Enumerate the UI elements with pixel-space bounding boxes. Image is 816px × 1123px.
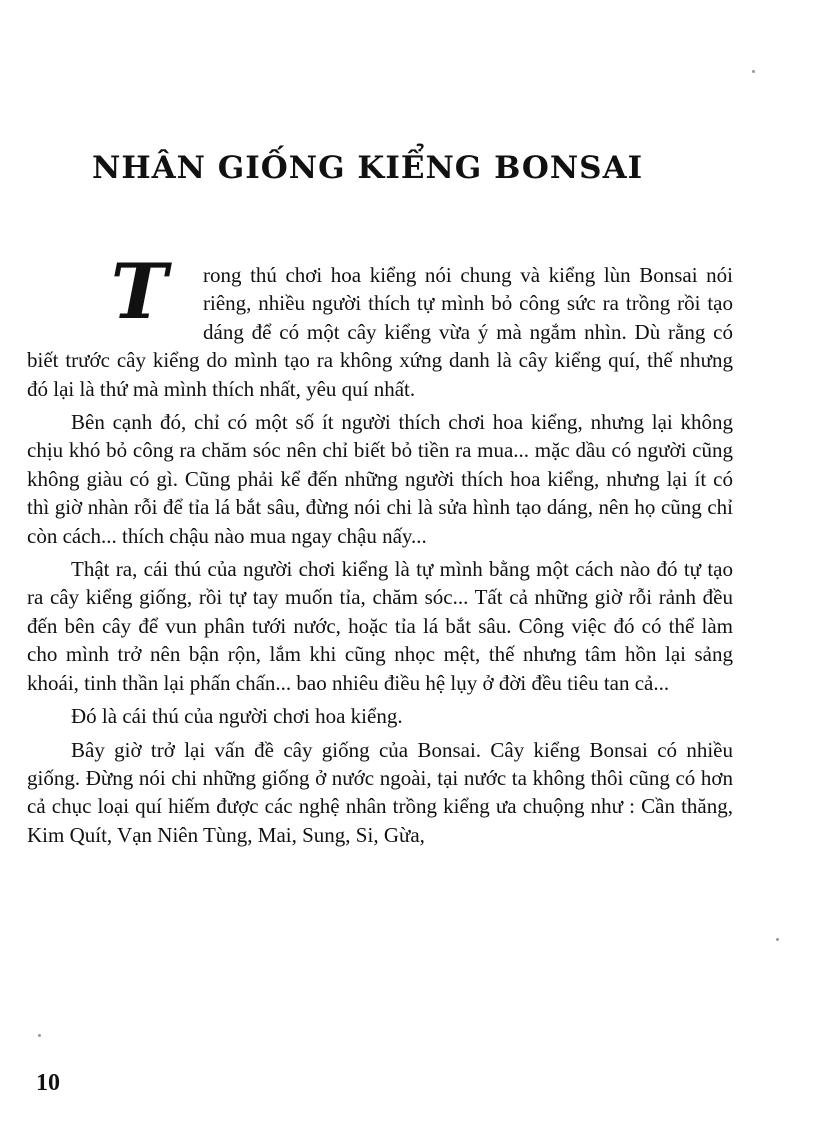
- body-text: [27, 247, 733, 849]
- drop-cap: T: [110, 247, 168, 336]
- paragraph-5: Bây giờ trở lại vấn đề cây giống của Bonsai. Cây kiểng Bonsai có nhiều giống. Đừng nói chi những giống ở nước ngoài, tại nước ta không thôi cũng có hơn cả chục loại quí hiếm được các nghệ nhân trồng kiểng ưa chuộng như : Cần thăng, Kim Quít, Vạn Niên Tùng, Mai, Sung, Si, Gừa,: [27, 737, 733, 847]
- paragraph-3: Thật ra, cái thú của người chơi kiểng là tự mình bằng một cách nào đó tự tạo ra cây kiểng giống, rồi tự tay muốn tỉa, chăm sóc... Tất cả những giờ rỗi rảnh đều đến bên cây để vun phân tưới nước, hoặc tỉa lá bắt sâu. Công việc đó có thể làm cho mình trở nên bận rộn, lắm khi cũng nhọc mệt, thế nhưng tâm hồn lại sảng khoái, tinh thần lại phấn chấn... bao nhiêu điều hệ lụy ở đời đều tiêu tan cả...: [27, 557, 733, 695]
- page-number: 10: [36, 1070, 60, 1096]
- scan-speck: [776, 938, 779, 941]
- scan-speck: [38, 1034, 41, 1037]
- paragraph-4: Đó là cái thú của người chơi hoa kiểng.: [71, 704, 403, 729]
- paragraph-2: Bên cạnh đó, chỉ có một số ít người thích chơi hoa kiểng, nhưng lại không chịu khó bỏ công ra chăm sóc nên chỉ biết bỏ tiền ra mua... mặc dầu có người cũng không giàu có gì. Cũng phải kể đến những người thích hoa kiểng, nhưng lại ít có thì giờ nhàn rỗi để tỉa lá bắt sâu, đừng nói chi là sửa hình tạo dáng, nên họ cũng chỉ còn cách... thích chậu nào mua ngay chậu nấy...: [27, 410, 733, 548]
- paragraph-1-text: rong thú chơi hoa kiểng nói chung và kiểng lùn Bonsai nói riêng, nhiều người thích tự mình bỏ công sức ra trồng rồi tạo dáng để có một cây kiểng vừa ý mà ngắm nhìn. Dù rằng có biết trước cây kiểng do mình tạo ra không xứng danh là cây kiểng quí, thế nhưng đó lại là thứ mà mình thích nhất, yêu quí nhất.: [27, 263, 733, 401]
- paragraph-1: [27, 247, 733, 403]
- chapter-title: NHÂN GIỐNG KIỂNG BONSAI: [92, 150, 644, 186]
- scan-speck: [752, 70, 755, 73]
